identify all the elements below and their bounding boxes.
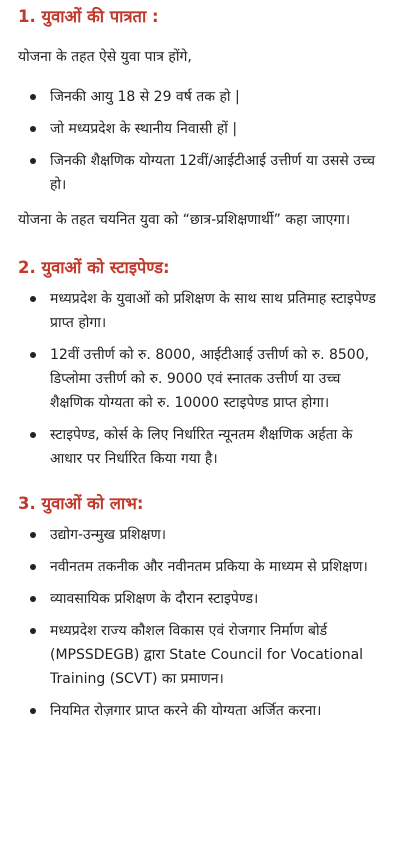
list-item: मध्यप्रदेश के युवाओं को प्रशिक्षण के साथ साथ प्रतिमाह स्टाइपेण्ड प्राप्त होगा। (18, 287, 384, 335)
section-heading-eligibility: 1. युवाओं की पात्रता : (18, 7, 159, 26)
list-item: स्टाइपेण्ड, कोर्स के लिए निर्धारित न्यूनतम शैक्षणिक अर्हता के आधार पर निर्धारित किया गया है। (18, 423, 384, 471)
benefits-list (18, 523, 384, 723)
list-item: जो मध्यप्रदेश के स्थानीय निवासी हों | (18, 117, 384, 141)
list-item: 12वीं उत्तीर्ण को रु. 8000, आईटीआई उत्तीर्ण को रु. 8500, डिप्लोमा उत्तीर्ण को रु. 9000 एवं स्नातक उत्तीर्ण या उच्च शैक्षणिक योग्यता को रु. 10000 स्टाइपेण्ड प्राप्त होगा। (18, 343, 384, 415)
list-item: जिनकी आयु 18 से 29 वर्ष तक हो | (18, 85, 384, 109)
list-item: नवीनतम तकनीक और नवीनतम प्रकिया के माध्यम से प्रशिक्षण। (18, 555, 384, 579)
eligibility-list (18, 85, 384, 197)
list-item: व्यावसायिक प्रशिक्षण के दौरान स्टाइपेण्ड। (18, 587, 384, 611)
eligibility-intro: योजना के तहत ऐसे युवा पात्र होंगे, (18, 49, 192, 65)
section-heading-stipend: 2. युवाओं को स्टाइपेण्ड: (18, 258, 170, 277)
list-item: नियमित रोज़गार प्राप्त करने की योग्यता अर्जित करना। (18, 699, 384, 723)
eligibility-outro: योजना के तहत चयनित युवा को “छात्र-प्रशिक्षणार्थी” कहा जाएगा। (18, 212, 351, 228)
list-item: जिनकी शैक्षणिक योग्यता 12वीं/आईटीआई उत्तीर्ण या उससे उच्च हो। (18, 149, 384, 197)
section-heading-benefits: 3. युवाओं को लाभ: (18, 494, 144, 513)
list-item: उद्योग-उन्मुख प्रशिक्षण। (18, 523, 384, 547)
list-item: मध्यप्रदेश राज्य कौशल विकास एवं रोजगार निर्माण बोर्ड (MPSSDEGB) द्वारा State Council for Vocational Training (SCVT) का प्रमाणन। (18, 619, 384, 691)
stipend-list (18, 287, 384, 471)
